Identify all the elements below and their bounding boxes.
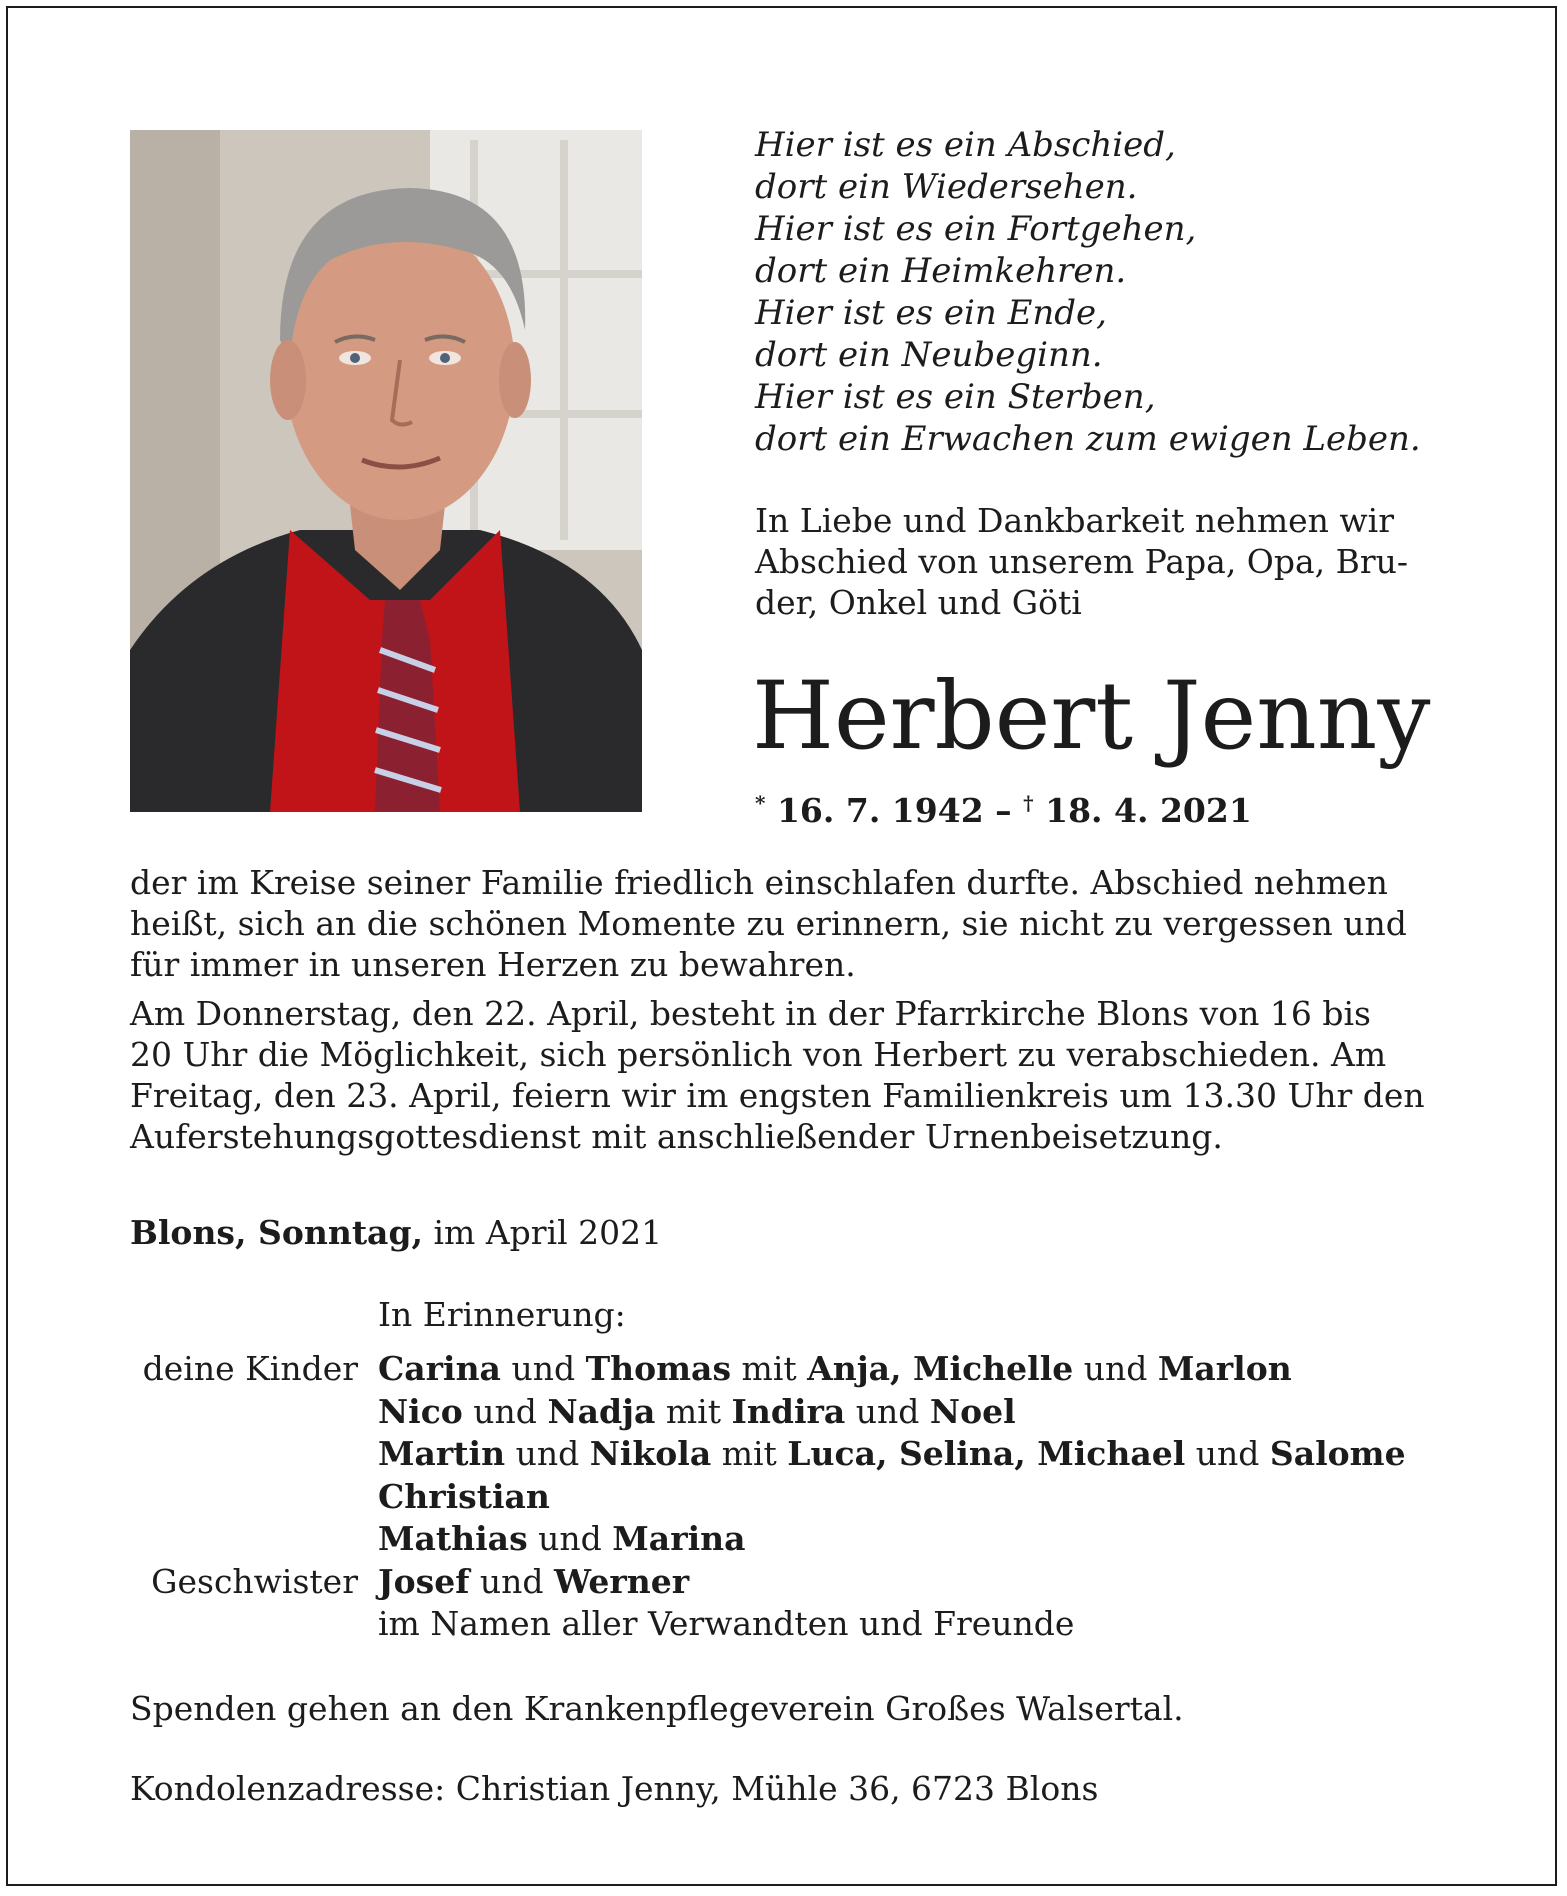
body-line: Auferstehungsgottesdienst mit anschließender Urnenbeisetzung. [130,1117,1223,1156]
deceased-name: Herbert Jenny [752,662,1431,771]
body-line: der im Kreise seiner Familie friedlich einschlafen durfte. Abschied nehmen [130,863,1388,902]
place-date [130,1212,662,1254]
family-row [130,1348,1460,1391]
siblings-label: Geschwister [151,1561,358,1601]
life-dates [755,782,1252,832]
family-row [130,1433,1460,1476]
family-row [130,1476,1460,1519]
poem [755,124,1495,460]
family-names: Christian [378,1476,550,1516]
place-bold: Blons, Sonntag, [130,1213,424,1252]
date-dash: – [995,791,1012,830]
family-row [130,1518,1460,1561]
paragraph-1 [130,862,1440,985]
birth-date: 16. 7. 1942 [776,791,984,830]
family-list [130,1348,1460,1646]
intro-line: der, Onkel und Göti [755,583,1082,622]
intro-line: Abschied von unserem Papa, Opa, Bru- [755,542,1409,581]
body-line: für immer in unseren Herzen zu bewahren. [130,945,856,984]
family-names: Nico und Nadja mit Indira und Noel [378,1391,1016,1431]
paragraph-2 [130,993,1440,1157]
portrait-illustration [130,130,642,812]
portrait-photo [130,130,642,812]
poem-line: Hier ist es ein Sterben, [755,377,1156,417]
family-names: Carina und Thomas mit Anja, Michelle und Marlon [378,1349,1292,1388]
poem-line: dort ein Neubeginn. [755,335,1103,375]
family-names: Martin und Nikola mit Luca, Selina, Michael und Salome [378,1434,1406,1473]
family-names: Mathias und Marina [378,1519,746,1558]
family-row [130,1603,1460,1646]
family-row [130,1391,1460,1434]
death-date: 18. 4. 2021 [1045,791,1252,830]
place-rest: im April 2021 [423,1213,663,1252]
death-symbol: † [1023,791,1034,815]
birth-symbol: * [755,791,766,815]
body-line: Freitag, den 23. April, feiern wir im engsten Familienkreis um 13.30 Uhr den [130,1076,1425,1115]
poem-line: dort ein Heimkehren. [755,251,1127,291]
body-line: heißt, sich an die schönen Momente zu erinnern, sie nicht zu vergessen und [130,904,1407,943]
family-closing: im Namen aller Verwandten und Freunde [378,1604,1075,1643]
body-line: Am Donnerstag, den 22. April, besteht in der Pfarrkirche Blons von 16 bis [130,994,1371,1033]
body-line: 20 Uhr die Möglichkeit, sich persönlich von Herbert zu verabschieden. Am [130,1035,1387,1074]
family-row [130,1561,1460,1604]
intro-line: In Liebe und Dankbarkeit nehmen wir [755,501,1395,540]
poem-line: dort ein Wiedersehen. [755,167,1138,207]
family-names: Josef und Werner [378,1561,690,1601]
donations-note: Spenden gehen an den Krankenpflegeverein Großes Walsertal. [130,1689,1184,1728]
condolence-address: Kondolenzadresse: Christian Jenny, Mühle 36, 6723 Blons [130,1769,1099,1808]
announcement-body [130,862,1440,1157]
poem-line: Hier ist es ein Fortgehen, [755,209,1197,249]
poem-line: Hier ist es ein Abschied, [755,125,1176,165]
poem-line: Hier ist es ein Ende, [755,293,1107,333]
children-label: deine Kinder [142,1349,358,1388]
poem-line: dort ein Erwachen zum ewigen Leben. [755,419,1421,459]
intro-text [755,500,1440,623]
remembrance-heading: In Erinnerung: [378,1295,626,1334]
